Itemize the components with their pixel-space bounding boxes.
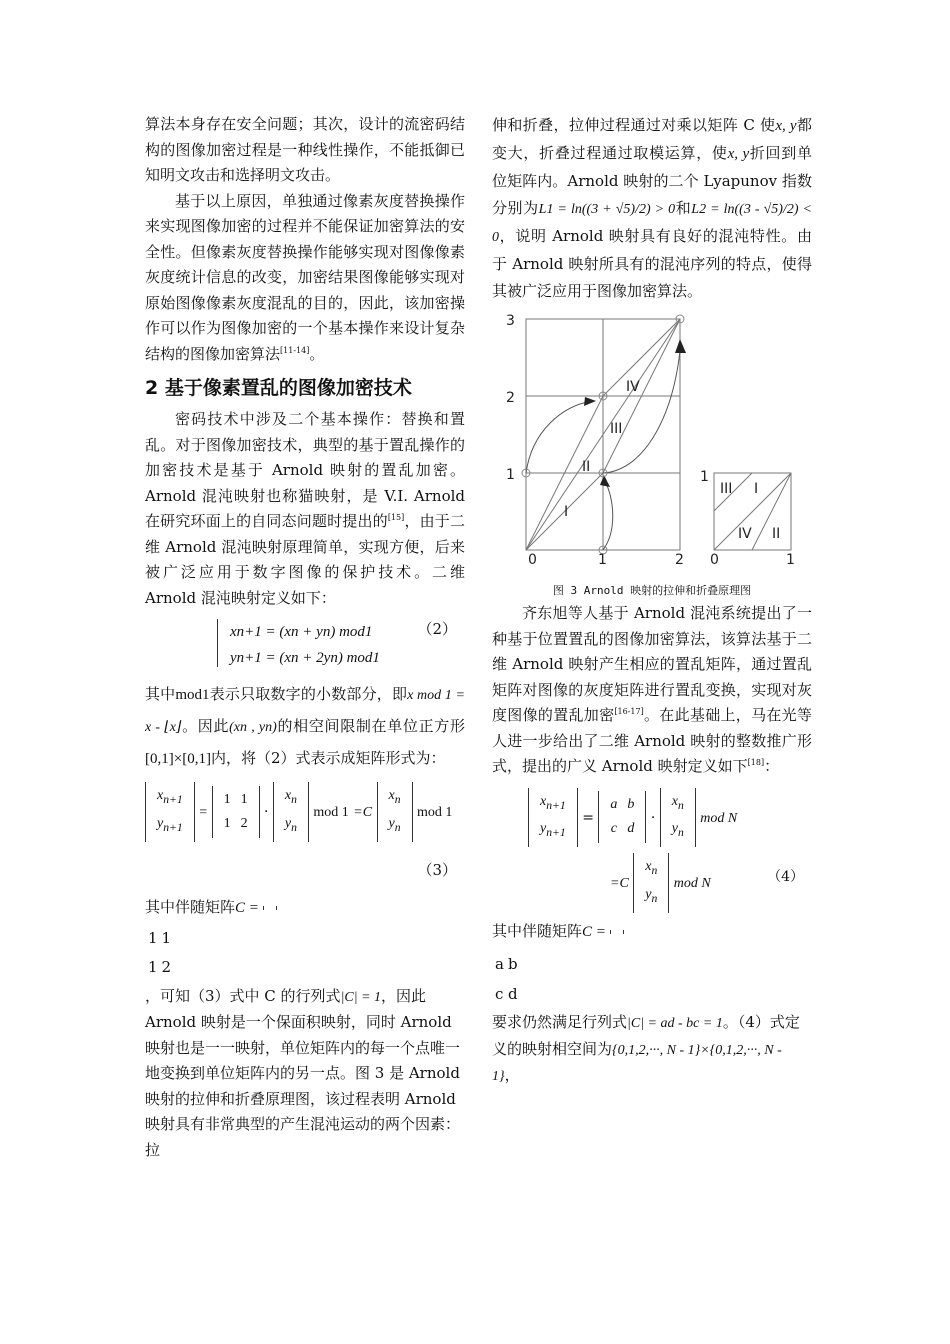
- region-label: II: [582, 459, 591, 475]
- axis-tick-label: 0: [710, 552, 719, 568]
- region-label: III: [720, 481, 733, 497]
- axis-tick-label: 1: [506, 467, 515, 483]
- equation-number: （4）: [767, 869, 804, 886]
- equation-number: （2）: [417, 620, 457, 638]
- axis-tick-label: 2: [675, 552, 684, 568]
- citation: [15]: [387, 513, 405, 522]
- region-label: I: [564, 504, 569, 520]
- arnold-stretch-fold-figure: [492, 311, 812, 581]
- equation-4: $x_{n+1}$ $y_{n+1}$ = a b c d · $x_n$ $y_n$ mod N: [492, 788, 812, 848]
- matrix: [610, 930, 624, 934]
- paragraph-7: 齐东旭等人基于 Arnold 混沌系统提出了一种基于位置置乱的图像加密算法，该算法基于二维 Arnold 映射产生相应的置乱矩阵，通过置乱矩阵对图像的灰度矩阵进行置乱变换，实现对灰度图像的置乱加密[16-17]。在此基础上，马在光等人进一步给出了二维 Arnold 映射的整数推广形式，提出的广义 Arnold 映射定义如下[18]：: [492, 604, 812, 775]
- equation-2-line-1: xn+1 = (xn + yn) mod1: [230, 624, 373, 640]
- matrix: a b c d: [598, 791, 646, 843]
- paragraph-1: 算法本身存在安全问题；其次，设计的流密码结构的图像加密过程是一种线性操作，不能抵御已知明文攻击和选择明文攻击。: [145, 115, 465, 184]
- axis-tick-label: 1: [598, 552, 607, 568]
- paragraph-6: 伸和折叠，拉伸过程通过对乘以矩阵 C 使x, y都变大，折叠过程通过取模运算，使x, y折回到单位矩阵内。Arnold 映射的二个 Lyapunov 指数分别为L1 = ln((3 + √5)/2) > 0和L2 = ln((3 - √5)/2) < 0，说明 Arnold 映射具有良好的混沌特性。由于 Arnold 映射所具有的混沌序列的特点，使得其被广泛应用于图像加密算法。: [492, 116, 812, 300]
- citation: [18]: [747, 758, 765, 767]
- equation-2: [145, 617, 465, 675]
- axis-tick-label: 0: [528, 552, 537, 568]
- paragraph-4: 其中mod1表示只取数字的小数部分，即x mod 1 = x - ⌊x⌋。因此(xn , yn)的相空间限制在单位正方形[0,1]×[0,1]内，将（2）式表示成矩阵形式为：: [145, 685, 465, 767]
- citation: [16-17]: [614, 707, 644, 716]
- matrix: $x_n$ $y_n$: [660, 788, 696, 848]
- axis-tick-label: 3: [506, 313, 515, 329]
- citation: [11-14]: [280, 345, 310, 355]
- left-column: 算法本身存在安全问题；其次，设计的流密码结构的图像加密过程是一种线性操作，不能抵御已知明文攻击和选择明文攻击。 基于以上原因，单独通过像素灰度替换操作来实现图像加密的过程并不能保证加密算法的安全性。但像素灰度替换操作能够实现对图像像素灰度统计信息的改变，加密结果图像能够实现对原始图像像素灰度混乱的目的，因此，该加密操作可以作为图像加密的一个基本操作来设计复杂结构的图像加密算法[11-14]。 2 基于像素置乱的图像加密技术 密码技术中涉及二个基本操作：替换和置乱。对于图像加密技术，典型的基于置乱操作的加密技术是基于 Arnold 映射的置乱加密。Arnold 混沌映射也称猫映射，是 V.I. Arnold 在研究环面上的自同态问题时提出的[15]，由于二维 Arnold 混沌映射原理简单，实现方便，后来被广泛应用于数字图像的保护技术。二维 Arnold 混沌映射定义如下： xn+1 = (xn + yn) mod1 yn+1 = (xn + 2yn) mod1 （2） 其中mod1表示只取数字的小数部分，即x mod 1 = x - ⌊x⌋。因此(xn , yn)的相空间限制在单位正方形[0,1]×[0,1]内，将（2）式表示成矩阵形式为： $x_{n+1}$ $y_{n+1}$ = 1 1 1 2 · $x_n$ $y_n$ mod 1 =C $x_n$ $y_n$ mod 1 （3） 其中伴随矩阵C = 1 1 1 2 ，可知（3）式中 C 的行列式|C| = 1，因此 Arnold 映射是一个保面积映射，同时 Arnold 映射也是一一映射，单位矩阵内的每一个点唯一地变换到单位矩阵内的另一点。图 3 是 Arnold 映射的拉伸和折叠原理图，该过程表明 Arnold 映射具有非常典型的产生混沌运动的两个因素：拉: [145, 112, 465, 1163]
- figure-caption: 图 3 Arnold 映射的拉伸和折叠原理图: [552, 584, 752, 597]
- axis-tick-label: 2: [506, 390, 515, 406]
- equation-2-line-2: yn+1 = (xn + 2yn) mod1: [230, 650, 380, 666]
- paragraph-8: 其中伴随矩阵C =: [492, 915, 812, 949]
- matrix: $x_n$ $y_n$: [273, 782, 309, 842]
- paragraph-5: 其中伴随矩阵C =: [145, 892, 465, 923]
- matrix: $x_n$ $y_n$: [377, 782, 413, 842]
- region-label: IV: [626, 379, 640, 395]
- axis-tick-label: 1: [700, 469, 709, 485]
- matrix: $x_{n+1}$ $y_{n+1}$: [145, 782, 195, 842]
- equation-3: $x_{n+1}$ $y_{n+1}$ = 1 1 1 2 · $x_n$ $y_n$ mod 1 =C $x_n$ $y_n$ mod 1: [145, 782, 465, 860]
- region-label: I: [754, 481, 759, 497]
- equation-number: （3）: [417, 861, 457, 879]
- equation-4-line-2: =C $x_n$ $y_n$ mod N （4）: [492, 853, 812, 909]
- matrix: $x_{n+1}$ $y_{n+1}$: [528, 788, 578, 848]
- paragraph-3: 密码技术中涉及二个基本操作：替换和置乱。对于图像加密技术，典型的基于置乱操作的加密技术是基于 Arnold 映射的置乱加密。Arnold 混沌映射也称猫映射，是 V.I. Arnold 在研究环面上的自同态问题时提出的[15]，由于二维 Arnold 混沌映射原理简单，实现方便，后来被广泛应用于数字图像的保护技术。二维 Arnold 混沌映射定义如下：: [145, 410, 465, 607]
- matrix: $x_n$ $y_n$: [633, 853, 669, 913]
- region-label: III: [610, 421, 623, 437]
- region-label: II: [772, 526, 781, 542]
- right-column: 伸和折叠，拉伸过程通过对乘以矩阵 C 使x, y都变大，折叠过程通过取模运算，使x, y折回到单位矩阵内。Arnold 映射的二个 Lyapunov 指数分别为L1 = ln((3 + √5)/2) > 0和L2 = ln((3 - √5)/2) < 0，说明 Arnold 映射具有良好的混沌特性。由于 Arnold 映射所具有的混沌序列的特点，使得其被广泛应用于图像加密算法。 3 2 1 0 1 2 IV III II I 1 0 1 III I IV II 图 3 Arnold 映射的拉伸和折叠原理图 齐东旭等人基于 Arnold 混沌系统提出了一种基于位置置乱的图像加密算法，该算法基于二维 Arnold 映射产生相应的置乱矩阵，通过置乱矩阵对图像的灰度矩阵进行置乱变换，实现对灰度图像的置乱加密[16-17]。在此基础上，马在光等人进一步给出了二维 Arnold 映射的整数推广形式，提出的广义 Arnold 映射定义如下[18]： $x_{n+1}$ $y_{n+1}$ = a b c d · $x_n$ $y_n$ mod N =C $x_n$ $y_n$ mod N （4） 其中伴随矩阵C = a b c d 要求仍然满足行列式|C| = ad - bc = 1。（4）式定义的映射相空间为{0,1,2,···, N - 1}×{0,1,2,···, N - 1}，: [492, 112, 812, 1090]
- paragraph-2: 基于以上原因，单独通过像素灰度替换操作来实现图像加密的过程并不能保证加密算法的安全性。但像素灰度替换操作能够实现对图像像素灰度统计信息的改变，加密结果图像能够实现对原始图像像素灰度混乱的目的，因此，该加密操作可以作为图像加密的一个基本操作来设计复杂结构的图像加密算法[11-14]。: [145, 191, 465, 363]
- axis-tick-label: 1: [786, 552, 795, 568]
- region-label: IV: [738, 526, 752, 542]
- matrix: 1 1 1 2: [212, 786, 260, 838]
- matrix: [263, 906, 277, 910]
- section-heading: 2 基于像素置乱的图像加密技术: [145, 377, 412, 399]
